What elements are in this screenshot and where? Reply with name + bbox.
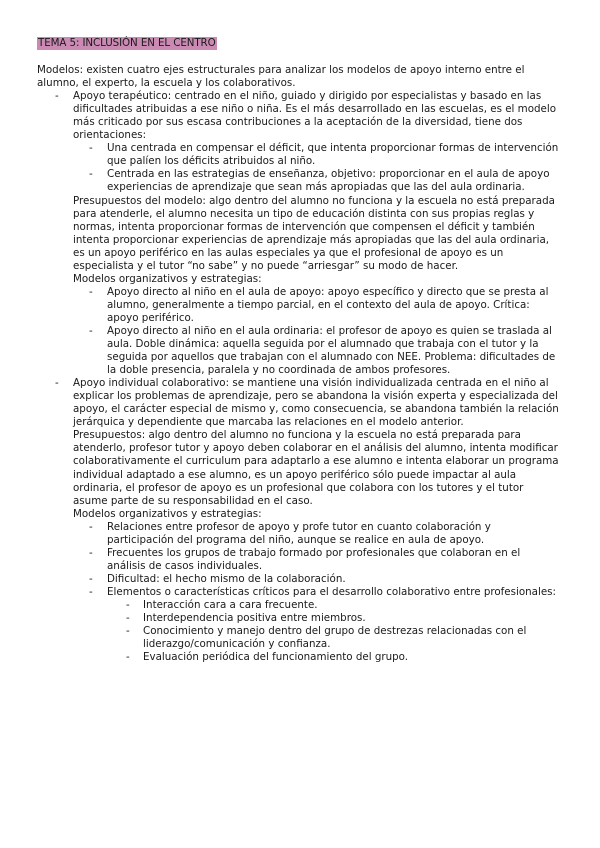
- terapeutico-text: - Apoyo terapéutico: centrado en el niño, guiado y dirigido por especialistas y basado en las dificultades atribuidas a ese niño o niña. Es el más desarrollado en las escuelas, es el modelo más criticado por sus escasa contribuciones a la aceptación de la diversidad, tiene dos orientaciones:: [73, 90, 557, 142]
- terapeutico-modelos-label: Modelos organizativos y estrategias:: [73, 272, 262, 285]
- colaborativo-text: - Apoyo individual colaborativo: se mantiene una visión individualizada centrada en el niño al explicar los problemas de aprendizaje, pero se abandona la visión experta y especializada del apoyo, el carácter especial de mismo y, como consecuencia, se abandona también la relación jerárquica y dependiente que marcaba las relaciones en el modelo anterior.: [73, 377, 559, 429]
- list-item: - Dificultad: el hecho mismo de la colaboración.: [107, 573, 560, 586]
- list-item: - Conocimiento y manejo dentro del grupo de destrezas relacionadas con el liderazgo/comunicación y confianza.: [143, 625, 560, 651]
- list-item: - Interacción cara a cara frecuente.: [143, 599, 560, 612]
- page-title: TEMA 5: INCLUSIÓN EN EL CENTRO: [38, 37, 216, 49]
- orientaciones-list: [73, 142, 560, 194]
- elementos-label: Elementos o características críticos para el desarrollo colaborativo entre profesionales:: [107, 585, 557, 598]
- model-item-terapeutico: [73, 90, 560, 377]
- colaborativo-modelos-label: Modelos organizativos y estrategias:: [73, 507, 262, 520]
- model-item-colaborativo: [73, 377, 560, 664]
- terapeutico-presupuestos: Presupuestos del modelo: algo dentro del alumno no funciona y la escuela no está preparada para atenderle, el alumno necesita un tipo de educación distinta con sus propias reglas y normas, intenta proporcionar formas de intervención que compensen el déficit y también intenta proporcionar experiencias de aprendizaje más apropiadas que las del aula ordinaria, es un apoyo periférico en las aulas especiales ya que el profesional de apoyo es un especialista y el tutor “no sabe” y no puede “arriesgar” su modo de hacer.: [73, 194, 555, 272]
- intro-paragraph: Modelos: existen cuatro ejes estructurales para analizar los modelos de apoyo interno entre el alumno, el experto, la escuela y los colaborativos.: [37, 64, 525, 90]
- model-list: [37, 90, 560, 664]
- list-item: - Una centrada en compensar el déficit, que intenta proporcionar formas de intervención que palíen los déficits atribuidos al niño.: [107, 142, 560, 168]
- list-item-elementos: [107, 586, 560, 664]
- list-item: - Interdependencia positiva entre miembros.: [143, 612, 560, 625]
- elementos-list: [107, 599, 560, 664]
- list-item: - Apoyo directo al niño en el aula de apoyo: apoyo específico y directo que se presta al alumno, generalmente a tiempo parcial, en el contexto del aula de apoyo. Crítica: apoyo periférico.: [107, 286, 560, 325]
- list-item: - Frecuentes los grupos de trabajo formado por profesionales que colaboran en el análisis de casos individuales.: [107, 547, 560, 573]
- list-item: - Centrada en las estrategias de enseñanza, objetivo: proporcionar en el aula de apoyo experiencias de aprendizaje que sean más apropiadas que las del aula ordinaria.: [107, 168, 560, 194]
- list-item: - Apoyo directo al niño en el aula ordinaria: el profesor de apoyo es quien se traslada al aula. Doble dinámica: aquella seguida por el alumnado que trabaja con el tutor y la seguida por aquellos que trabajan con el alumnado con NEE. Problema: dificultades de la doble presencia, paralela y no coordinada de ambos profesores.: [107, 325, 560, 377]
- list-item: - Evaluación periódica del funcionamiento del grupo.: [143, 651, 560, 664]
- terapeutico-modelos-list: [73, 286, 560, 377]
- colaborativo-modelos-list: [73, 521, 560, 665]
- colaborativo-presupuestos: Presupuestos: algo dentro del alumno no funciona y la escuela no está preparada para atenderlo, profesor tutor y apoyo deben colaborar en el análisis del alumno, intenta modificar colaborativamente el curriculum para adaptarlo a ese alumno e intenta elaborar un programa individual adaptado a ese alumno, es un apoyo periférico sólo puede impactar al aula ordinaria, el profesor de apoyo es un profesional que colabora con los tutores y el tutor asume parte de su responsabilidad en el caso.: [73, 429, 559, 507]
- list-item: - Relaciones entre profesor de apoyo y profe tutor en cuanto colaboración y participación del programa del niño, aunque se realice en aula de apoyo.: [107, 521, 560, 547]
